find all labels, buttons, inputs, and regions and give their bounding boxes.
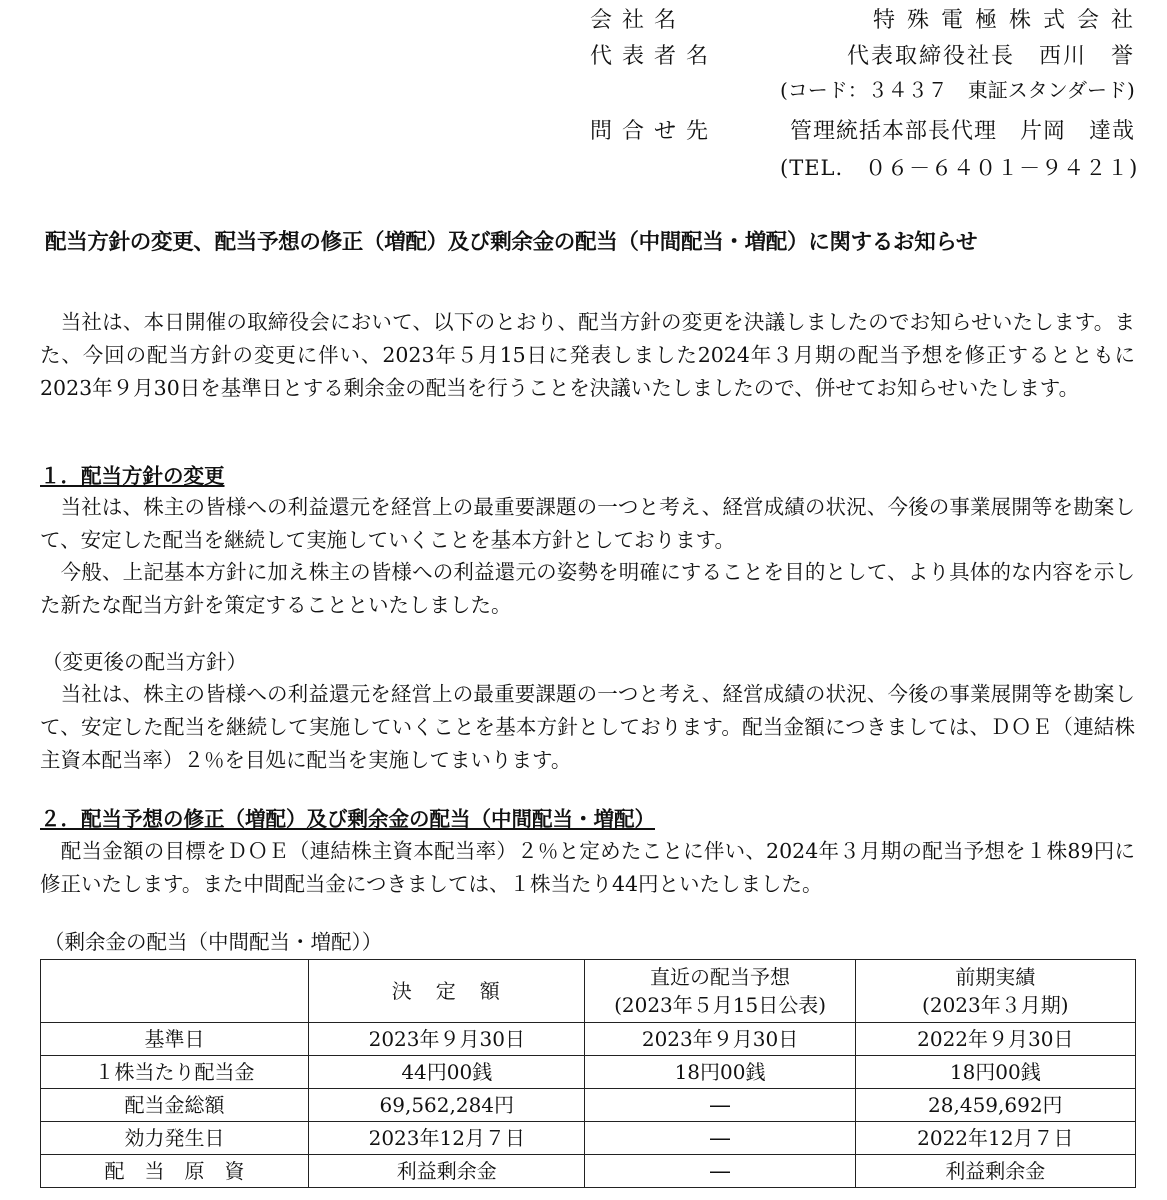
tel-note: (TEL. ０６－６４０１－９４２１)	[780, 156, 1139, 180]
table-cell: 配 当 原 資	[41, 1155, 309, 1188]
table-cell: 18円00銭	[585, 1056, 855, 1089]
table-cell: 効力発生日	[41, 1122, 309, 1155]
table-header-cell: 直近の配当予想 (2023年５月15日公表)	[585, 960, 855, 1023]
table-header-row	[41, 960, 1136, 1023]
table-cell: ―	[585, 1122, 855, 1155]
table-cell: 配当金総額	[41, 1089, 309, 1122]
table-cell: ―	[585, 1089, 855, 1122]
table-header-cell: 前期実績 (2023年３月期)	[855, 960, 1135, 1023]
rep-name: 代表取締役社長 西川 誉	[846, 44, 1135, 69]
company-label: 会社名	[590, 8, 687, 33]
page-title: 配当方針の変更、配当予想の修正（増配）及び剰余金の配当（中間配当・増配）に関するお知らせ	[45, 230, 978, 255]
section2-heading: ２．配当予想の修正（増配）及び剰余金の配当（中間配当・増配）	[40, 807, 655, 831]
section1-paragraph-2: 今般、上記基本方針に加え株主の皆様への利益還元の姿勢を明確にすることを目的として、より具体的な内容を示した新たな配当方針を策定することといたしました。	[40, 560, 1135, 617]
section2-paragraph: 配当金額の目標をＤＯＥ（連結株主資本配当率）２％と定めたことに伴い、2024年３月期の配当予想を１株89円に修正いたします。また中間配当金につきましては、１株当たり44円といたしました。	[40, 839, 1135, 896]
section1-sub-label: （変更後の配当方針）	[42, 650, 247, 674]
section1-paragraph-1: 当社は、株主の皆様への利益還元を経営上の最重要課題の一つと考え、経営成績の状況、今後の事業展開等を勘案して、安定した配当を継続して実施していくことを基本方針としております。	[40, 495, 1135, 552]
table-row	[41, 1122, 1136, 1155]
table-cell: 2023年９月30日	[309, 1023, 585, 1056]
table-cell: 18円00銭	[855, 1056, 1135, 1089]
dividend-table	[40, 959, 1136, 1188]
table-cell: 基準日	[41, 1023, 309, 1056]
contact-name: 管理統括本部長代理 片岡 達哉	[789, 119, 1135, 144]
table-row	[41, 1155, 1136, 1188]
table-caption: （剰余金の配当（中間配当・増配））	[44, 930, 383, 954]
table-cell: 2023年12月７日	[309, 1122, 585, 1155]
table-row	[41, 1023, 1136, 1056]
table-header-cell	[41, 960, 309, 1023]
contact-label: 問合せ先	[590, 119, 719, 144]
table-cell: ―	[585, 1155, 855, 1188]
table-cell: 2023年９月30日	[585, 1023, 855, 1056]
section1-heading: １．配当方針の変更	[40, 464, 225, 488]
company-name: 特殊電極株式会社	[872, 8, 1145, 33]
table-cell: 2022年９月30日	[855, 1023, 1135, 1056]
table-cell: 28,459,692円	[855, 1089, 1135, 1122]
intro-paragraph: 当社は、本日開催の取締役会において、以下のとおり、配当方針の変更を決議しましたのでお知らせいたします。また、今回の配当方針の変更に伴い、2023年５月15日に発表しました2024年３月期の配当予想を修正するとともに2023年９月30日を基準日とする剰余金の配当を行うことを決議いたしましたので、併せてお知らせいたします。	[40, 310, 1135, 400]
table-row	[41, 1089, 1136, 1122]
table-cell: 44円00銭	[309, 1056, 585, 1089]
table-row	[41, 1056, 1136, 1089]
table-cell: 利益剰余金	[309, 1155, 585, 1188]
stock-code-note: (コード：３４３７ 東証スタンダード)	[780, 78, 1135, 102]
table-cell: 2022年12月７日	[855, 1122, 1135, 1155]
section1-paragraph-3: 当社は、株主の皆様への利益還元を経営上の最重要課題の一つと考え、経営成績の状況、今後の事業展開等を勘案して、安定した配当を継続して実施していくことを基本方針としております。配当金額につきましては、ＤＯＥ（連結株主資本配当率）２％を目処に配当を実施してまいります。	[40, 682, 1135, 772]
rep-label: 代表者名	[590, 44, 719, 69]
table-cell: 利益剰余金	[855, 1155, 1135, 1188]
table-cell: １株当たり配当金	[41, 1056, 309, 1089]
table-cell: 69,562,284円	[309, 1089, 585, 1122]
table-header-cell: 決 定 額	[309, 960, 585, 1023]
